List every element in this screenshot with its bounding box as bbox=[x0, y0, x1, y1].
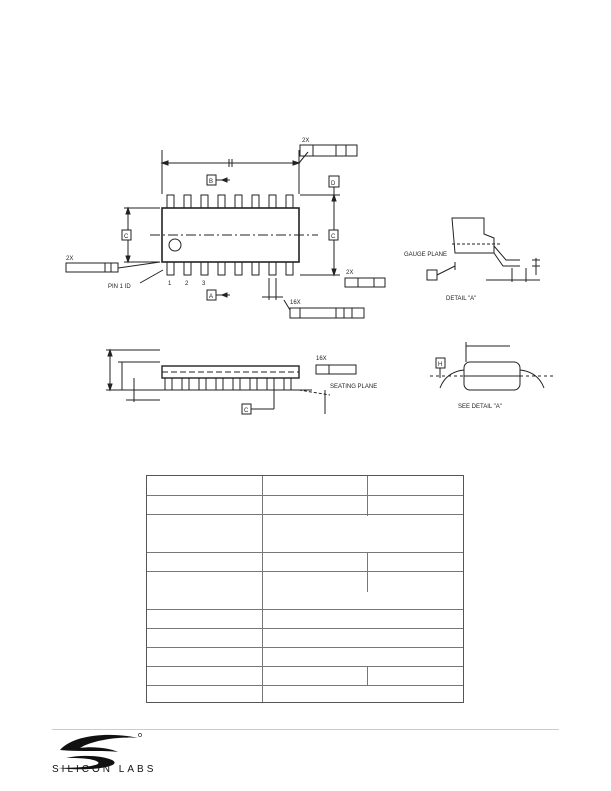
table-row-line bbox=[147, 666, 463, 667]
detail-a-view bbox=[427, 218, 540, 282]
datum-b-label: B bbox=[209, 179, 214, 185]
side-count-label: 16X bbox=[316, 356, 327, 362]
datum-c-left-label: C bbox=[124, 234, 129, 240]
datum-c-label: C bbox=[331, 234, 336, 240]
dim-top-label: 2X bbox=[302, 138, 310, 144]
seating-plane-label: SEATING PLANE bbox=[330, 384, 378, 390]
table-col-divider bbox=[367, 552, 368, 592]
datum-d-label: D bbox=[331, 181, 336, 187]
table-col-divider bbox=[367, 666, 368, 686]
table-col-divider bbox=[367, 476, 368, 516]
pin-number-2: 2 bbox=[185, 281, 189, 287]
pin-count-label: 16X bbox=[290, 300, 301, 306]
top-leads bbox=[167, 195, 293, 208]
silicon-labs-logo-icon bbox=[52, 728, 152, 784]
dimension-table bbox=[146, 475, 464, 703]
table-row-line bbox=[147, 514, 463, 515]
table-row-line bbox=[147, 495, 463, 496]
table-row-line bbox=[147, 647, 463, 648]
detail-a-title: DETAIL "A" bbox=[446, 296, 477, 302]
datum-a-label: A bbox=[209, 294, 214, 300]
table-col-divider bbox=[262, 476, 263, 702]
top-view bbox=[66, 145, 385, 318]
table-row-line bbox=[147, 609, 463, 610]
company-name: SILICON LABS bbox=[52, 764, 157, 775]
see-detail-label: SEE DETAIL "A" bbox=[458, 404, 502, 410]
pin1-id-label: PIN 1 ID bbox=[108, 284, 131, 290]
table-row-line bbox=[147, 552, 463, 553]
table-row-line bbox=[147, 685, 463, 686]
pin-number-3: 3 bbox=[202, 281, 206, 287]
tol-right-label: 2X bbox=[346, 270, 354, 276]
gauge-plane-label: GAUGE PLANE bbox=[404, 252, 448, 258]
side-leads bbox=[165, 378, 291, 390]
table-row-line bbox=[147, 628, 463, 629]
end-view bbox=[430, 342, 554, 390]
table-row-line bbox=[147, 571, 463, 572]
datum-h-label: H bbox=[438, 362, 443, 368]
dim-left-label: 2X bbox=[66, 256, 74, 262]
bottom-leads bbox=[167, 262, 293, 275]
datum-c-side-label: C bbox=[244, 408, 249, 414]
pin-number-1: 1 bbox=[168, 281, 172, 287]
pin1-marker bbox=[169, 239, 181, 251]
